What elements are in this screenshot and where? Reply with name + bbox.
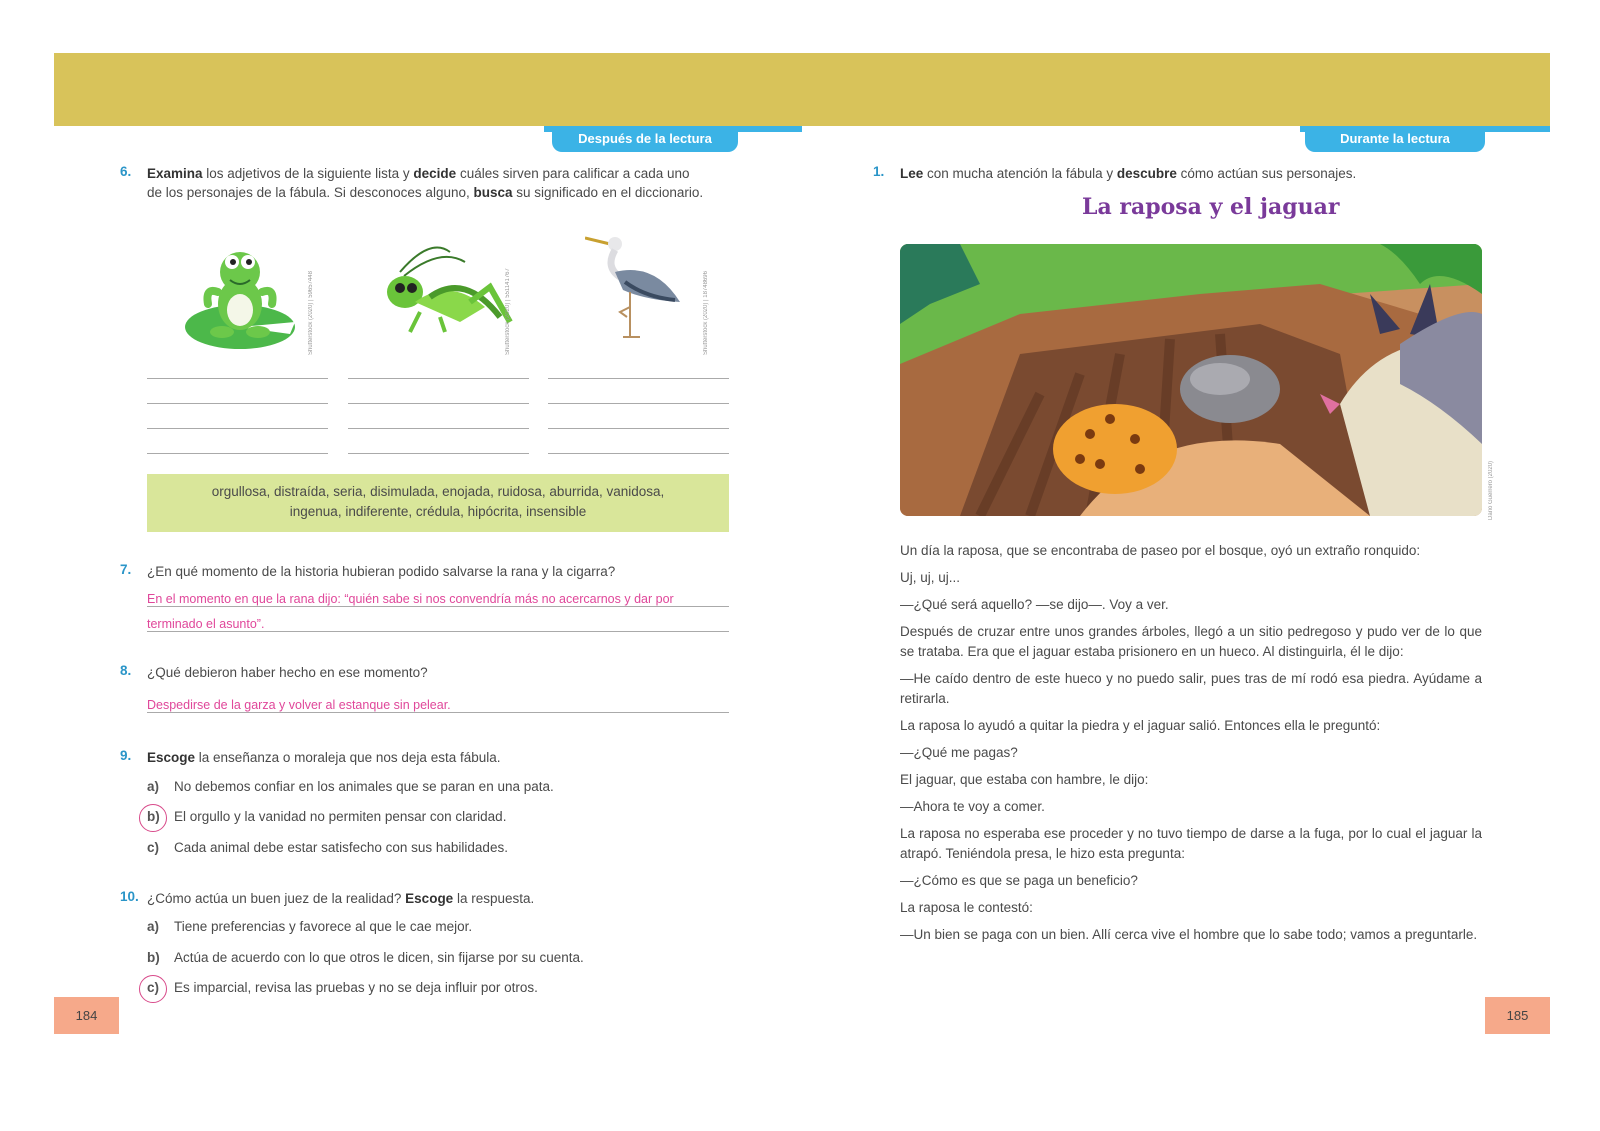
header-band [54, 53, 1550, 126]
writing-line[interactable] [348, 403, 529, 404]
answer-7-line-2[interactable]: terminado el asunto”. [147, 617, 729, 632]
image-credit: Dario Guerrero (2020) [1488, 460, 1494, 520]
answer-7-line-1[interactable]: En el momento en que la rana dijo: “quién sabe si nos convendría más no acercarnos y dar por [147, 592, 729, 607]
option-b[interactable]: Actúa de acuerdo con lo que otros le dicen, sin fijarse por su cuenta. [174, 950, 584, 965]
question-number: 7. [120, 562, 132, 577]
question-10-text: ¿Cómo actúa un buen juez de la realidad? Escoge la respuesta. [147, 891, 535, 906]
story-paragraph: Después de cruzar entre unos grandes árboles, llegó a un sitio pedregoso y pudo ver de lo que se trataba. Era que el jaguar estaba prisionero en un hueco. Al distinguirla, él le dijo: [900, 624, 1482, 659]
option-c[interactable]: Es imparcial, revisa las pruebas y no se deja influir por otros. [174, 980, 538, 995]
option-letter: a) [147, 779, 160, 794]
question-8-text: ¿Qué debieron haber hecho en ese momento? [147, 665, 428, 680]
option-b[interactable]: El orgullo y la vanidad no permiten pensar con claridad. [174, 809, 507, 824]
question-number: 8. [120, 663, 132, 678]
story-illustration [900, 244, 1482, 516]
option-letter: c) [147, 980, 160, 995]
option-c[interactable]: Cada animal debe estar satisfecho con sus habilidades. [174, 840, 508, 855]
story-paragraph: La raposa le contestó: [900, 900, 1033, 915]
writing-line[interactable] [548, 428, 729, 429]
writing-line[interactable] [147, 403, 328, 404]
image-credit: Shutterstock (2020) | 59657448 [308, 271, 314, 355]
writing-line[interactable] [348, 453, 529, 454]
story-paragraph: —¿Cómo es que se paga un beneficio? [900, 873, 1138, 888]
question-9-text: Escoge la enseñanza o moraleja que nos deja esta fábula. [147, 750, 501, 765]
heron-icon [585, 232, 745, 362]
frog-icon [170, 232, 330, 362]
story-paragraph: La raposa no esperaba ese proceder y no tuvo tiempo de darse a la fuga, por lo cual el jaguar la atrapó. Teniéndola presa, le hizo esta pregunta: [900, 826, 1482, 861]
story-paragraph: —Ahora te voy a comer. [900, 799, 1045, 814]
adjectives-box: orgullosa, distraída, seria, disimulada, enojada, ruidosa, aburrida, vanidosa, ingenua, indiferente, crédula, hipócrita, insensible [147, 474, 729, 532]
page-number-right: 185 [1485, 997, 1550, 1034]
story-paragraph: El jaguar, que estaba con hambre, le dijo: [900, 772, 1149, 787]
image-credit: Shutterstock (2020) | 18748696 [703, 271, 709, 355]
writing-line[interactable] [147, 428, 328, 429]
section-tab-during-reading: Durante la lectura [1305, 126, 1485, 152]
writing-line[interactable] [548, 453, 729, 454]
option-letter: b) [147, 809, 160, 824]
writing-line[interactable] [348, 378, 529, 379]
section-tab-after-reading: Después de la lectura [552, 126, 738, 152]
story-paragraph: —He caído dentro de este hueco y no puedo salir, pues tras de mí rodó esa piedra. Ayúdame a retirarla. [900, 671, 1482, 706]
question-number: 1. [873, 164, 885, 179]
writing-line[interactable] [147, 453, 328, 454]
writing-line[interactable] [548, 378, 729, 379]
writing-line[interactable] [348, 428, 529, 429]
writing-line[interactable] [548, 403, 729, 404]
story-paragraph: Un día la raposa, que se encontraba de paseo por el bosque, oyó un extraño ronquido: [900, 543, 1421, 558]
story-paragraph: —¿Qué me pagas? [900, 745, 1018, 760]
story-paragraph: La raposa lo ayudó a quitar la piedra y el jaguar salió. Entonces ella le preguntó: [900, 718, 1381, 733]
page-number-left: 184 [54, 997, 119, 1034]
option-letter: c) [147, 840, 160, 855]
question-number: 9. [120, 748, 132, 763]
option-letter: b) [147, 950, 160, 965]
story-title: La raposa y el jaguar [1082, 194, 1340, 220]
answer-8[interactable]: Despedirse de la garza y volver al estanque sin pelear. [147, 698, 729, 713]
question-number: 6. [120, 164, 132, 179]
question-number: 10. [120, 889, 139, 904]
option-a[interactable]: Tiene preferencias y favorece al que le cae mejor. [174, 919, 473, 934]
question-6-text: Examina los adjetivos de la siguiente lista y decide cuáles sirven para calificar a cada uno de los personajes de la fábula. Si desconoces alguno, busca su significado en el diccionario. [147, 166, 704, 200]
option-letter: a) [147, 919, 160, 934]
story-paragraph: —Un bien se paga con un bien. Allí cerca vive el hombre que lo sabe todo; vamos a preguntarle. [900, 927, 1478, 942]
question-7-text: ¿En qué momento de la historia hubieran podido salvarse la rana y la cigarra? [147, 564, 616, 579]
option-a[interactable]: No debemos confiar en los animales que se paran en una pata. [174, 779, 554, 794]
writing-line[interactable] [147, 378, 328, 379]
story-paragraph: —¿Qué será aquello? —se dijo—. Voy a ver. [900, 597, 1169, 612]
image-credit: Shutterstock (2020) | 551141767 [505, 268, 511, 355]
question-1-text: Lee con mucha atención la fábula y descubre cómo actúan sus personajes. [900, 166, 1357, 181]
story-paragraph: Uj, uj, uj... [900, 570, 961, 585]
